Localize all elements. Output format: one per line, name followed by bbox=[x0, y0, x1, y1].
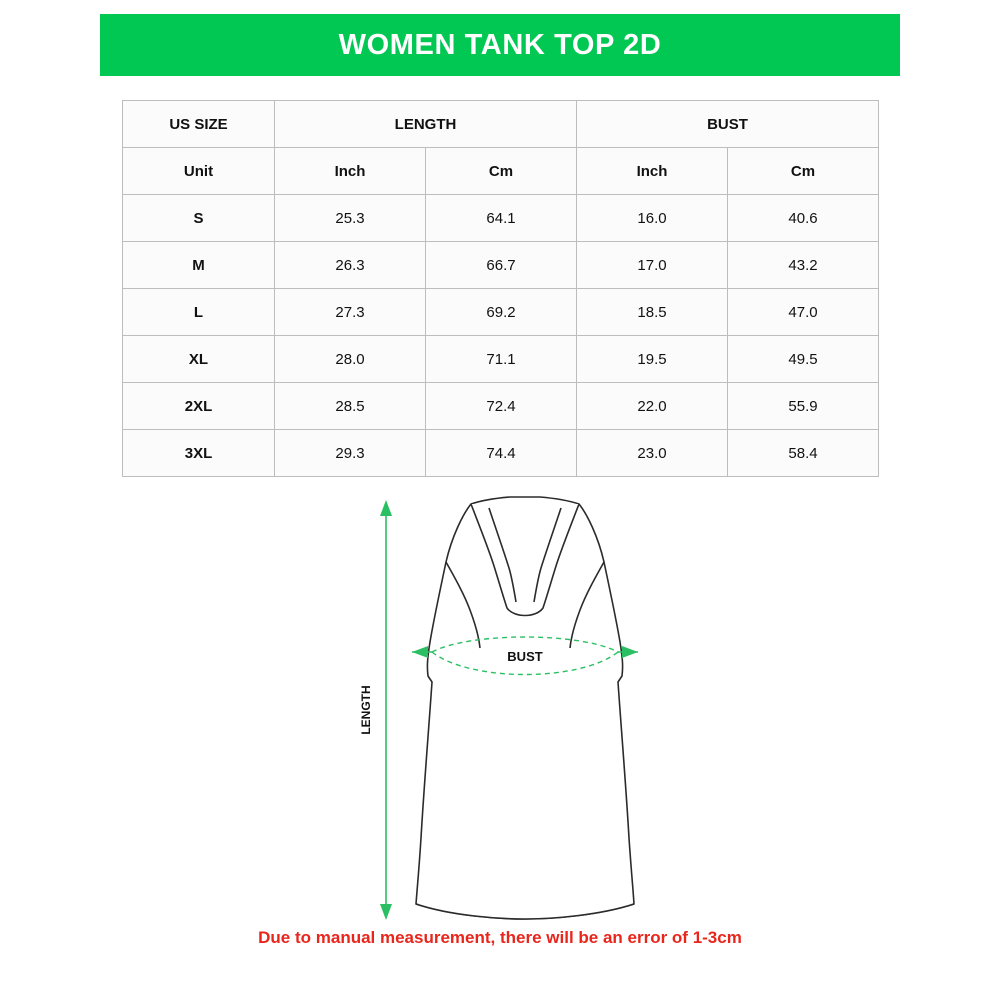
cell-length-cm: 72.4 bbox=[426, 383, 577, 430]
cell-length-cm: 69.2 bbox=[426, 289, 577, 336]
measurement-disclaimer: Due to manual measurement, there will be an error of 1-3cm bbox=[258, 928, 742, 947]
table-row bbox=[123, 289, 879, 336]
cell-size: 3XL bbox=[123, 430, 275, 477]
cell-size: 2XL bbox=[123, 383, 275, 430]
cell-bust-inch: 22.0 bbox=[577, 383, 728, 430]
header-unit: Unit bbox=[123, 148, 275, 195]
header-length: LENGTH bbox=[275, 101, 577, 148]
cell-size: XL bbox=[123, 336, 275, 383]
cell-length-cm: 66.7 bbox=[426, 242, 577, 289]
cell-size: M bbox=[123, 242, 275, 289]
cell-size: S bbox=[123, 195, 275, 242]
cell-bust-inch: 19.5 bbox=[577, 336, 728, 383]
length-label: LENGTH bbox=[359, 685, 373, 735]
table-row bbox=[123, 242, 879, 289]
length-arrow-bottom bbox=[380, 904, 392, 920]
cell-size: L bbox=[123, 289, 275, 336]
cell-bust-cm: 47.0 bbox=[728, 289, 879, 336]
tank-top-outline bbox=[416, 497, 634, 919]
table-group-header-row bbox=[123, 101, 879, 148]
cell-bust-cm: 49.5 bbox=[728, 336, 879, 383]
cell-bust-inch: 23.0 bbox=[577, 430, 728, 477]
cell-bust-inch: 16.0 bbox=[577, 195, 728, 242]
garment-diagram bbox=[0, 486, 1000, 926]
size-table bbox=[122, 100, 879, 477]
header-banner bbox=[100, 14, 900, 76]
bust-label: BUST bbox=[507, 649, 543, 664]
cell-length-inch: 25.3 bbox=[275, 195, 426, 242]
cell-bust-inch: 17.0 bbox=[577, 242, 728, 289]
cell-length-cm: 64.1 bbox=[426, 195, 577, 242]
header-bust-cm: Cm bbox=[728, 148, 879, 195]
cell-length-inch: 29.3 bbox=[275, 430, 426, 477]
table-row bbox=[123, 430, 879, 477]
cell-length-cm: 74.4 bbox=[426, 430, 577, 477]
cell-length-cm: 71.1 bbox=[426, 336, 577, 383]
header-bust: BUST bbox=[577, 101, 879, 148]
header-length-inch: Inch bbox=[275, 148, 426, 195]
page-title: WOMEN TANK TOP 2D bbox=[338, 28, 662, 61]
table-unit-row bbox=[123, 148, 879, 195]
cell-bust-cm: 40.6 bbox=[728, 195, 879, 242]
cell-bust-cm: 55.9 bbox=[728, 383, 879, 430]
cell-bust-cm: 43.2 bbox=[728, 242, 879, 289]
header-length-cm: Cm bbox=[426, 148, 577, 195]
cell-length-inch: 26.3 bbox=[275, 242, 426, 289]
table-row bbox=[123, 336, 879, 383]
length-arrow-top bbox=[380, 500, 392, 516]
header-bust-inch: Inch bbox=[577, 148, 728, 195]
table-row bbox=[123, 195, 879, 242]
cell-bust-cm: 58.4 bbox=[728, 430, 879, 477]
cell-length-inch: 27.3 bbox=[275, 289, 426, 336]
cell-bust-inch: 18.5 bbox=[577, 289, 728, 336]
cell-length-inch: 28.0 bbox=[275, 336, 426, 383]
cell-length-inch: 28.5 bbox=[275, 383, 426, 430]
table-row bbox=[123, 383, 879, 430]
header-us-size: US SIZE bbox=[123, 101, 275, 148]
